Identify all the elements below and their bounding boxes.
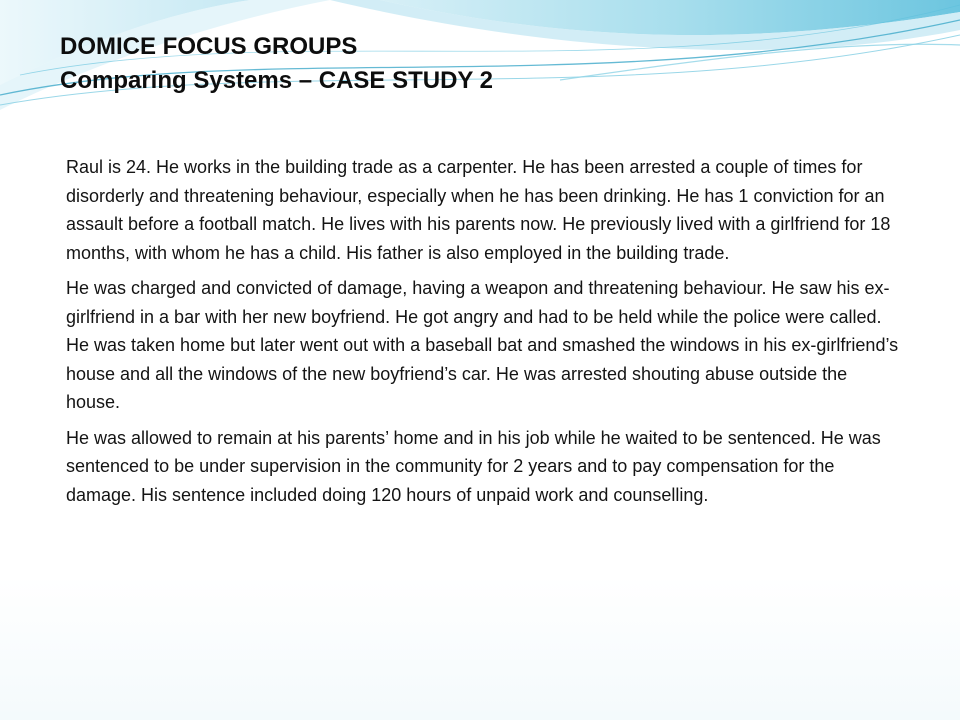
paragraph-2: He was charged and convicted of damage, having a weapon and threatening behaviour. He saw his ex-girlfriend in a bar with her new boyfriend. He got angry and had to be held while the police were called. He was taken home but later went out with a baseball bat and smashed the windows in his ex-girlfriend’s house and all the windows of the new boyfriend’s car. He was arrested shouting abuse outside the house. <box>66 278 899 412</box>
paragraph-1: Raul is 24. He works in the building trade as a carpenter. He has been arrested a couple of times for disorderly and threatening behaviour, especially when he has been drinking. He has 1 conviction for an assault before a football match. He lives with his parents now. He previously lived with a girlfriend for 18 months, with whom he has a child. His father is also employed in the building trade. <box>66 157 891 263</box>
case-study-body <box>66 153 906 516</box>
paragraph-3: He was allowed to remain at his parents’ home and in his job while he waited to be sentenced. He was sentenced to be under supervision in the community for 2 years and to pay compensation for the damage. His sentence included doing 120 hours of unpaid work and counselling. <box>66 427 881 505</box>
title-line-2: Comparing Systems – CASE STUDY 2 <box>60 67 494 94</box>
title-line-1: DOMICE FOCUS GROUPS <box>60 33 358 60</box>
slide-title <box>60 30 493 98</box>
